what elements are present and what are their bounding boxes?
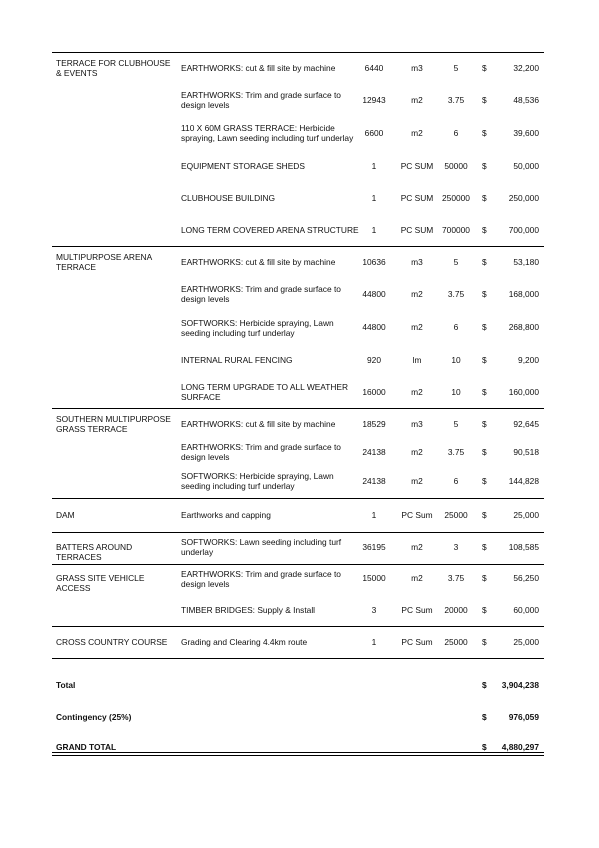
item-rate: 700000 bbox=[442, 225, 470, 235]
item-description: EARTHWORKS: cut & fill site by machine bbox=[181, 257, 336, 267]
currency-symbol: $ bbox=[482, 193, 487, 203]
item-unit: m2 bbox=[411, 128, 423, 138]
currency-symbol: $ bbox=[482, 419, 487, 429]
item-amount: 60,000 bbox=[513, 605, 539, 615]
item-amount: 50,000 bbox=[513, 161, 539, 171]
item-unit: PC SUM bbox=[400, 225, 434, 235]
currency-symbol: $ bbox=[482, 128, 487, 138]
item-description: EARTHWORKS: Trim and grade surface to design levels bbox=[181, 569, 341, 589]
contingency-amount: 976,059 bbox=[508, 712, 539, 722]
item-unit: PC Sum bbox=[401, 637, 433, 647]
item-quantity: 18529 bbox=[362, 419, 386, 429]
currency-symbol: $ bbox=[482, 387, 487, 397]
rule-group-3 bbox=[52, 408, 544, 409]
item-description: LONG TERM UPGRADE TO ALL WEATHER SURFACE bbox=[181, 382, 349, 402]
item-quantity: 44800 bbox=[362, 289, 386, 299]
item-description: LONG TERM COVERED ARENA STRUCTURE bbox=[181, 225, 359, 235]
item-unit: PC SUM bbox=[400, 193, 434, 203]
contingency-label: Contingency (25%) bbox=[56, 712, 132, 722]
currency-symbol: $ bbox=[482, 605, 487, 615]
item-amount: 90,518 bbox=[513, 447, 539, 457]
item-amount: 48,536 bbox=[513, 95, 539, 105]
item-amount: 160,000 bbox=[508, 387, 539, 397]
currency-symbol: $ bbox=[482, 573, 487, 583]
item-quantity: 1 bbox=[371, 225, 377, 235]
item-amount: 92,645 bbox=[513, 419, 539, 429]
item-quantity: 24138 bbox=[362, 476, 386, 486]
category-label: TERRACE FOR CLUBHOUSE & EVENTS bbox=[56, 58, 171, 78]
item-rate: 5 bbox=[453, 63, 459, 73]
item-unit: m2 bbox=[411, 289, 423, 299]
item-quantity: 44800 bbox=[362, 322, 386, 332]
currency-symbol: $ bbox=[482, 95, 487, 105]
item-unit: m2 bbox=[411, 542, 423, 552]
item-rate: 10 bbox=[451, 355, 461, 365]
item-amount: 9,200 bbox=[518, 355, 539, 365]
item-amount: 25,000 bbox=[513, 637, 539, 647]
item-rate: 5 bbox=[453, 257, 459, 267]
item-quantity: 6440 bbox=[364, 63, 384, 73]
item-rate: 10 bbox=[451, 387, 461, 397]
item-amount: 250,000 bbox=[508, 193, 539, 203]
item-rate: 3 bbox=[453, 542, 459, 552]
rule-top bbox=[52, 52, 544, 53]
currency-symbol: $ bbox=[482, 63, 487, 73]
item-unit: m2 bbox=[411, 387, 423, 397]
item-description: EARTHWORKS: Trim and grade surface to design levels bbox=[181, 442, 341, 462]
item-unit: lm bbox=[412, 355, 422, 365]
item-unit: PC Sum bbox=[401, 605, 433, 615]
rule-group-5 bbox=[52, 532, 544, 533]
item-amount: 108,585 bbox=[508, 542, 539, 552]
rule-grand-total-2 bbox=[52, 755, 544, 756]
item-quantity: 36195 bbox=[362, 542, 386, 552]
item-description: SOFTWORKS: Herbicide spraying, Lawn seeding including turf underlay bbox=[181, 318, 334, 338]
item-description: EQUIPMENT STORAGE SHEDS bbox=[181, 161, 305, 171]
currency-symbol: $ bbox=[482, 742, 487, 752]
currency-symbol: $ bbox=[482, 225, 487, 235]
item-unit: m3 bbox=[411, 419, 423, 429]
item-quantity: 920 bbox=[367, 355, 381, 365]
item-rate: 3.75 bbox=[447, 95, 465, 105]
item-unit: m2 bbox=[411, 95, 423, 105]
item-unit: m2 bbox=[411, 573, 423, 583]
item-description: TIMBER BRIDGES: Supply & Install bbox=[181, 605, 316, 615]
currency-symbol: $ bbox=[482, 542, 487, 552]
rule-group-4 bbox=[52, 498, 544, 499]
item-unit: PC SUM bbox=[400, 161, 434, 171]
currency-symbol: $ bbox=[482, 161, 487, 171]
item-description: 110 X 60M GRASS TERRACE: Herbicide spraying, Lawn seeding including turf underlay bbox=[181, 123, 354, 143]
grand-total-amount: 4,880,297 bbox=[501, 742, 539, 752]
currency-symbol: $ bbox=[482, 712, 487, 722]
item-amount: 53,180 bbox=[513, 257, 539, 267]
category-label: DAM bbox=[56, 510, 75, 520]
category-label: BATTERS AROUND TERRACES bbox=[56, 542, 133, 562]
item-description: INTERNAL RURAL FENCING bbox=[181, 355, 293, 365]
item-description: CLUBHOUSE BUILDING bbox=[181, 193, 276, 203]
item-unit: PC Sum bbox=[401, 510, 433, 520]
currency-symbol: $ bbox=[482, 355, 487, 365]
item-amount: 32,200 bbox=[513, 63, 539, 73]
currency-symbol: $ bbox=[482, 510, 487, 520]
currency-symbol: $ bbox=[482, 447, 487, 457]
item-quantity: 12943 bbox=[362, 95, 386, 105]
item-amount: 700,000 bbox=[508, 225, 539, 235]
item-description: EARTHWORKS: Trim and grade surface to design levels bbox=[181, 284, 341, 304]
category-label: CROSS COUNTRY COURSE bbox=[56, 637, 168, 647]
item-quantity: 3 bbox=[371, 605, 377, 615]
item-amount: 39,600 bbox=[513, 128, 539, 138]
rule-group-6 bbox=[52, 564, 544, 565]
item-rate: 25000 bbox=[444, 510, 468, 520]
currency-symbol: $ bbox=[482, 289, 487, 299]
total-label: Total bbox=[56, 680, 76, 690]
currency-symbol: $ bbox=[482, 680, 487, 690]
item-description: SOFTWORKS: Lawn seeding including turf underlay bbox=[181, 537, 342, 557]
item-description: SOFTWORKS: Herbicide spraying, Lawn seeding including turf underlay bbox=[181, 471, 334, 491]
item-amount: 144,828 bbox=[508, 476, 539, 486]
item-quantity: 15000 bbox=[362, 573, 386, 583]
rule-bottom bbox=[52, 658, 544, 659]
item-quantity: 1 bbox=[371, 510, 377, 520]
item-description: Earthworks and capping bbox=[181, 510, 271, 520]
item-rate: 50000 bbox=[444, 161, 468, 171]
item-rate: 5 bbox=[453, 419, 459, 429]
item-rate: 250000 bbox=[442, 193, 470, 203]
item-quantity: 1 bbox=[371, 161, 377, 171]
item-unit: m2 bbox=[411, 447, 423, 457]
currency-symbol: $ bbox=[482, 257, 487, 267]
item-rate: 3.75 bbox=[447, 447, 465, 457]
item-description: EARTHWORKS: cut & fill site by machine bbox=[181, 63, 336, 73]
item-unit: m3 bbox=[411, 63, 423, 73]
item-quantity: 24138 bbox=[362, 447, 386, 457]
item-rate: 3.75 bbox=[447, 289, 465, 299]
grand-total-label: GRAND TOTAL bbox=[56, 742, 117, 752]
rule-grand-total-1 bbox=[52, 752, 544, 753]
item-rate: 25000 bbox=[444, 637, 468, 647]
currency-symbol: $ bbox=[482, 637, 487, 647]
item-amount: 168,000 bbox=[508, 289, 539, 299]
item-unit: m2 bbox=[411, 476, 423, 486]
item-rate: 6 bbox=[453, 476, 459, 486]
item-description: EARTHWORKS: cut & fill site by machine bbox=[181, 419, 336, 429]
item-amount: 25,000 bbox=[513, 510, 539, 520]
item-quantity: 1 bbox=[371, 193, 377, 203]
category-label: GRASS SITE VEHICLE ACCESS bbox=[56, 573, 145, 593]
rule-group-2 bbox=[52, 246, 544, 247]
category-label: SOUTHERN MULTIPURPOSE GRASS TERRACE bbox=[56, 414, 171, 434]
item-amount: 268,800 bbox=[508, 322, 539, 332]
item-rate: 20000 bbox=[444, 605, 468, 615]
item-rate: 6 bbox=[453, 322, 459, 332]
item-quantity: 6600 bbox=[364, 128, 384, 138]
item-unit: m2 bbox=[411, 322, 423, 332]
item-amount: 56,250 bbox=[513, 573, 539, 583]
category-label: MULTIPURPOSE ARENA TERRACE bbox=[56, 252, 152, 272]
total-amount: 3,904,238 bbox=[501, 680, 539, 690]
currency-symbol: $ bbox=[482, 476, 487, 486]
item-quantity: 1 bbox=[371, 637, 377, 647]
item-quantity: 10636 bbox=[362, 257, 386, 267]
item-unit: m3 bbox=[411, 257, 423, 267]
item-quantity: 16000 bbox=[362, 387, 386, 397]
item-rate: 3.75 bbox=[447, 573, 465, 583]
item-rate: 6 bbox=[453, 128, 459, 138]
item-description: EARTHWORKS: Trim and grade surface to design levels bbox=[181, 90, 341, 110]
item-description: Grading and Clearing 4.4km route bbox=[181, 637, 308, 647]
rule-group-7 bbox=[52, 626, 544, 627]
currency-symbol: $ bbox=[482, 322, 487, 332]
